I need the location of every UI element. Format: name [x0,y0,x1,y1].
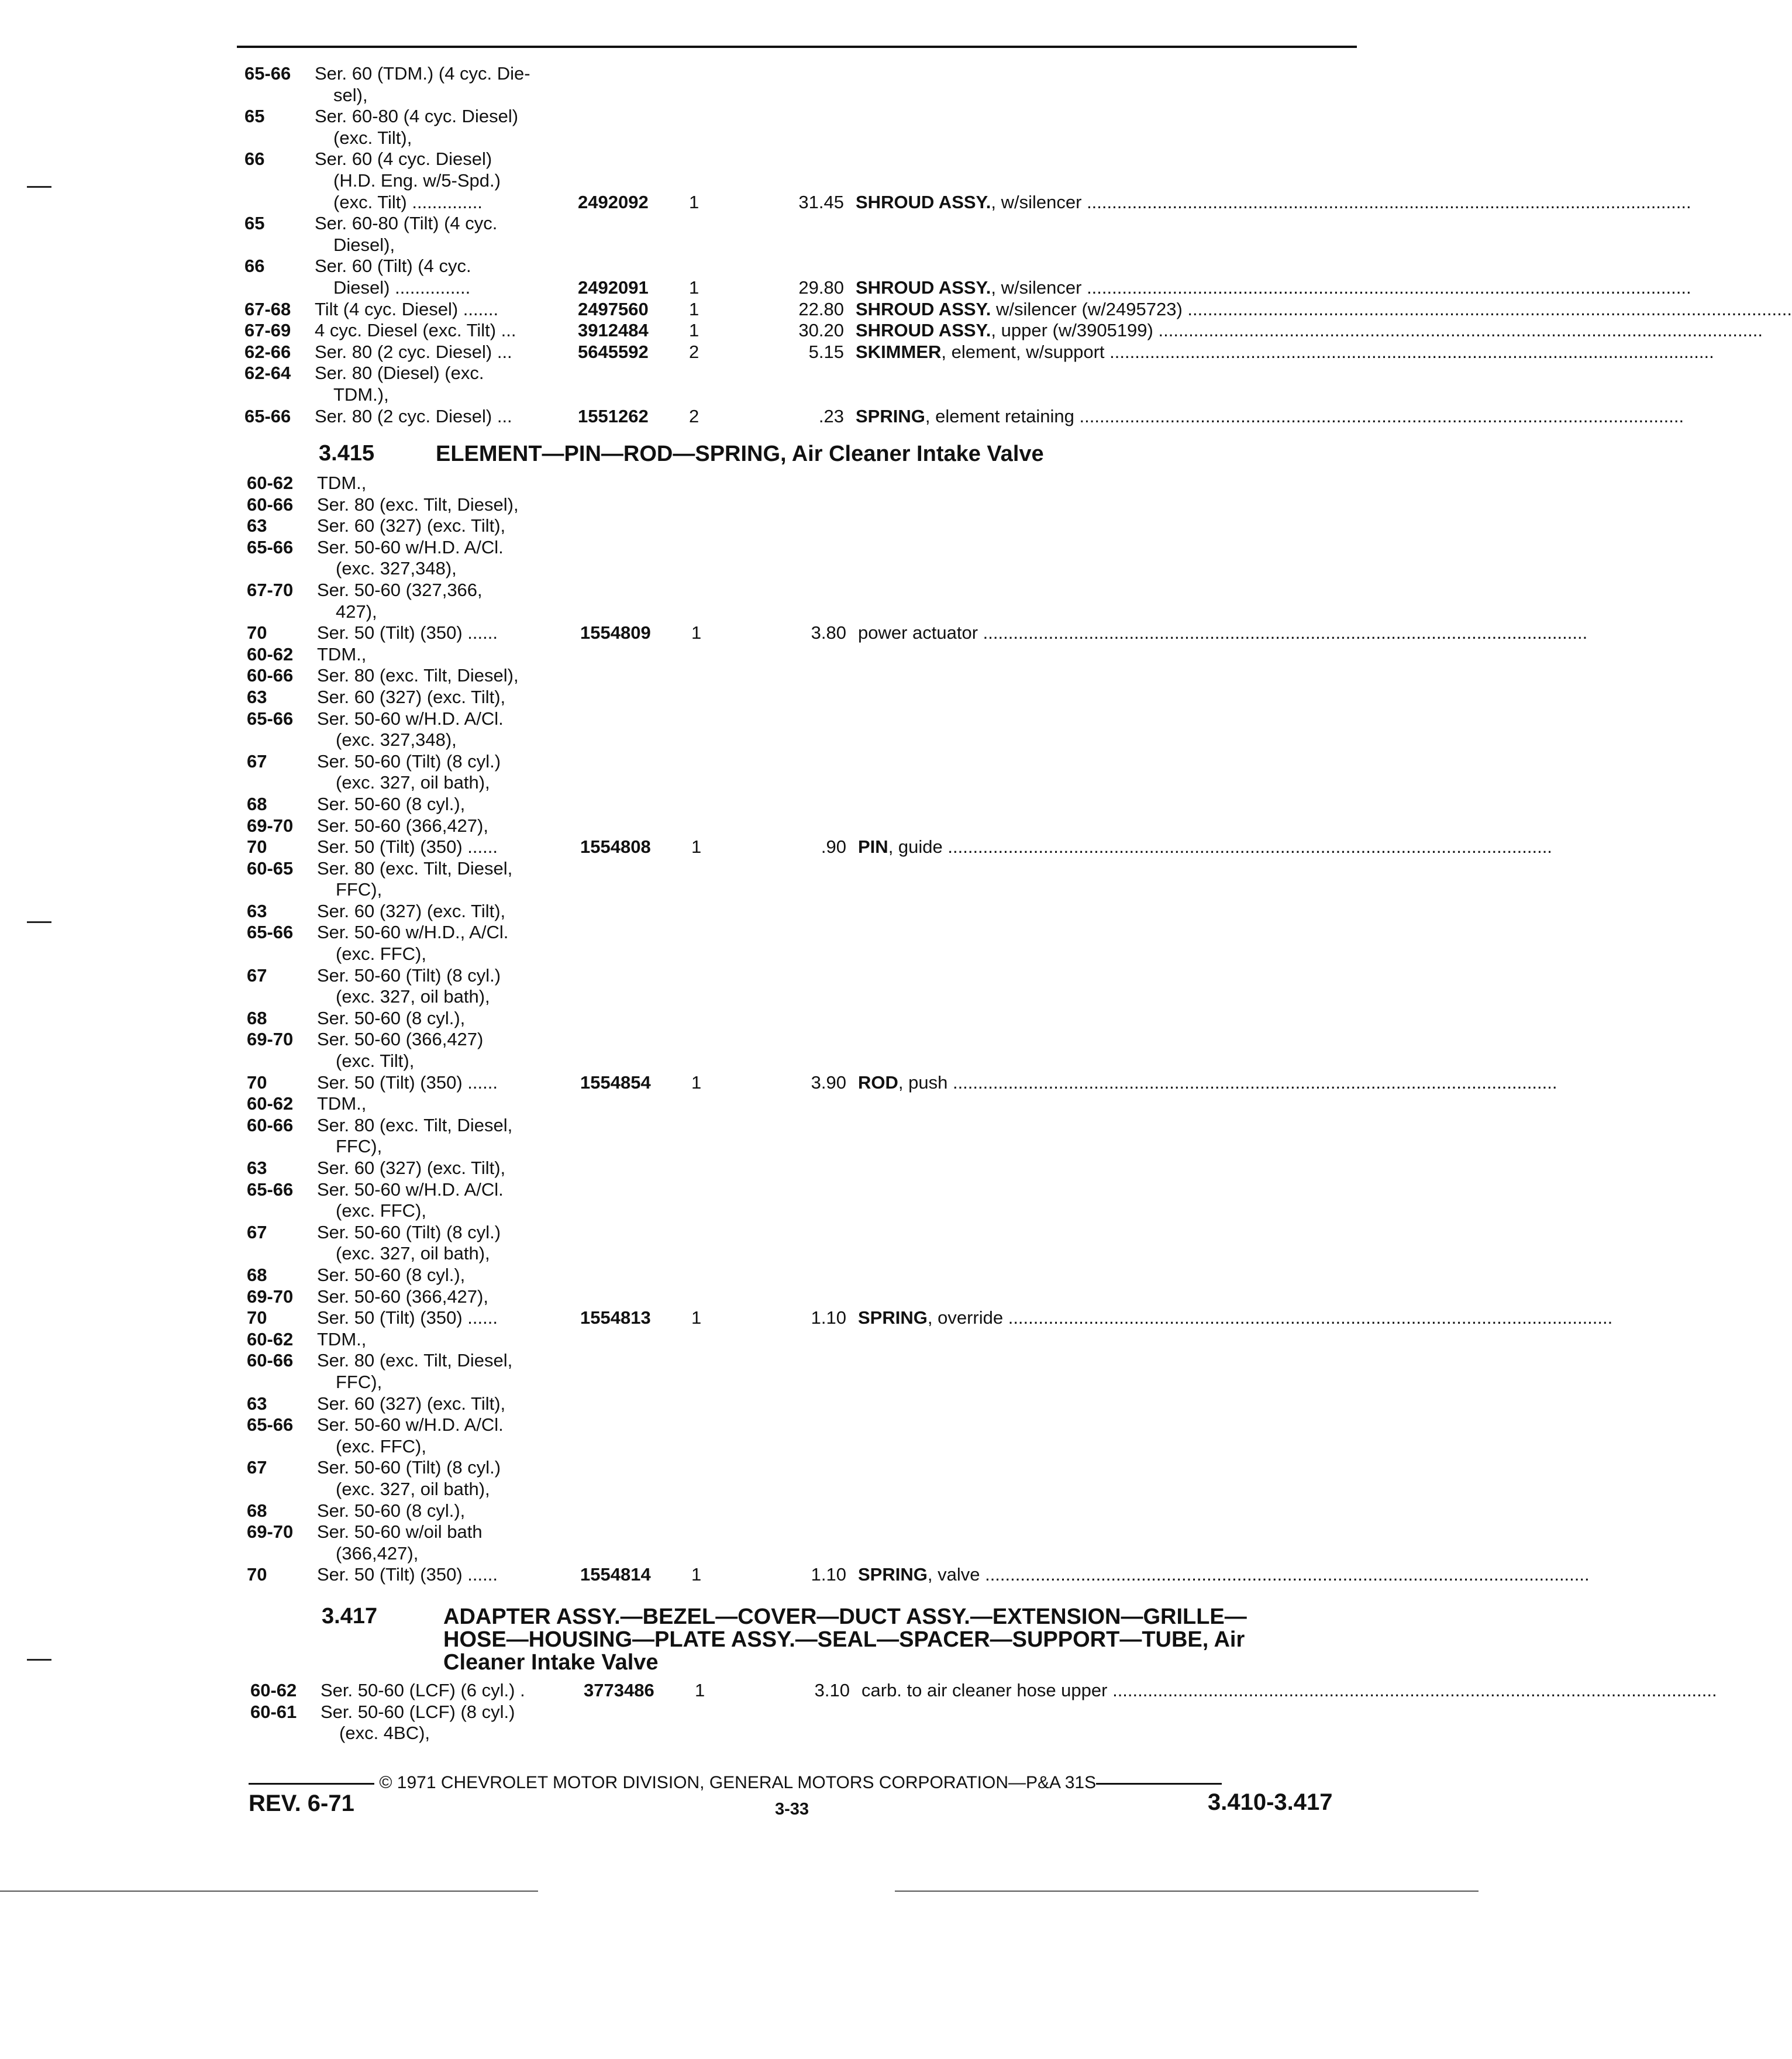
application: Ser. 80 (2 cyc. Diesel) ... [315,405,512,426]
parts-row [247,665,1361,687]
application-continued: (exc. Tilt), [333,127,412,148]
dot-leader: ........................................................................................................................ [1107,1680,1717,1700]
part-number: 1554854 [580,1072,651,1093]
dot-leader: ........................................................................................................................ [978,622,1588,643]
parts-row [247,729,1361,751]
dot-leader: ........................................................................................................................ [980,1564,1590,1585]
application: Ser. 80 (exc. Tilt, Diesel, [317,858,513,879]
application: TDM., [317,1328,367,1349]
price: 22.80 [798,298,844,319]
part-name: PIN [858,836,888,858]
application: Ser. 80 (exc. Tilt, Diesel), [317,494,519,515]
part-detail: , element, w/support [941,341,1105,362]
parts-row [247,473,1361,494]
parts-row [244,341,1714,363]
model-years: 67-70 [247,579,294,600]
parts-block-3417 [250,1680,1717,1744]
application-continued: (exc. 327, oil bath), [336,986,490,1007]
application: Tilt (4 cyc. Diesel) ....... [315,298,499,319]
parts-row [244,277,1691,299]
application: Ser. 60 (327) (exc. Tilt), [317,900,506,921]
application: Ser. 50-60 (327,366, [317,579,483,600]
section-title-line: HOSE—HOUSING—PLATE ASSY.—SEAL—SPACER—SUPPORT—TUBE, Air [443,1627,1245,1652]
price: 29.80 [798,277,844,298]
section-title [443,1606,1362,1674]
application: Ser. 50-60 (LCF) (6 cyl.) . [321,1680,525,1700]
part-name: SPRING [858,1307,928,1328]
application: Ser. 50 (Tilt) (350) ...... [317,1564,498,1585]
application: Ser. 60 (327) (exc. Tilt), [317,1158,506,1178]
application: Ser. 60-80 (Tilt) (4 cyc. [315,213,498,234]
application-continued: FFC), [336,879,382,900]
parts-row [247,580,1361,601]
parts-row [247,1265,1361,1286]
application-continued: (exc. 327, oil bath), [336,772,490,793]
application: Ser. 50-60 (366,427), [317,815,488,836]
parts-row [247,1115,1361,1137]
price: 31.45 [798,191,844,212]
part-number: 2497560 [578,298,649,319]
application-continued: FFC), [336,1136,382,1157]
part-number: 3773486 [584,1680,654,1700]
dot-leader: ........................................................................................................................ [1104,341,1714,362]
section-number: 3.415 [319,441,375,466]
parts-row [247,1093,1361,1115]
part-detail: w/silencer (w/2495723) [991,298,1183,319]
quantity: 2 [689,405,699,426]
application-continued: TDM.), [333,384,389,405]
dot-leader: ........................................................................................................................ [1182,298,1792,319]
application-continued: Diesel) ............... [333,277,471,298]
part-description [856,277,1691,299]
application: Ser. 80 (2 cyc. Diesel) ... [315,341,512,362]
parts-row [244,298,1792,321]
application-continued: (exc. FFC), [336,944,426,965]
model-years: 60-62 [247,643,294,664]
application-continued: FFC), [336,1371,382,1392]
model-years: 65-66 [244,405,291,426]
part-description [856,341,1714,363]
application: Ser. 50 (Tilt) (350) ...... [317,1072,498,1093]
application-continued: (H.D. Eng. w/5-Spd.) [333,170,501,191]
parts-row [247,1329,1361,1351]
parts-row [244,363,1359,384]
part-description [856,191,1691,214]
footer-rule [1096,1783,1222,1785]
application: Ser. 50-60 w/H.D. A/Cl. [317,708,504,729]
part-detail: , element retaining [925,405,1074,426]
application-continued: (exc. FFC), [336,1200,426,1221]
part-name: SHROUD ASSY. [856,277,991,298]
parts-block-3415 [247,473,1613,1586]
model-years: 60-62 [247,473,294,493]
application-continued: (exc. 4BC), [339,1723,430,1744]
model-years: 69-70 [247,1286,294,1307]
price: 5.15 [808,341,844,362]
parts-row [250,1723,1362,1744]
part-description [858,836,1552,858]
revision-label: REV. 6-71 [249,1791,354,1816]
part-description [858,1072,1557,1094]
parts-row [244,213,1359,235]
model-years: 67-69 [244,320,291,341]
parts-row [244,191,1691,214]
parts-row [247,1393,1361,1415]
parts-block-3410 [244,63,1792,427]
top-rule [237,46,1357,48]
part-description [856,320,1763,342]
parts-row [247,965,1361,987]
quantity: 1 [691,1307,702,1328]
part-number: 1554808 [580,836,651,858]
model-years: 70 [247,1564,267,1585]
parts-row [247,1564,1590,1586]
application-continued: sel), [333,84,368,105]
part-description [858,622,1588,644]
model-years: 65-66 [247,708,294,729]
parts-row [247,794,1361,815]
model-years: 67 [247,1221,267,1242]
quantity: 1 [691,622,702,643]
application-continued: (exc. Tilt) .............. [333,191,483,212]
application: Ser. 60-80 (4 cyc. Diesel) [315,106,519,127]
parts-row [250,1680,1717,1702]
part-name: SPRING [856,405,925,426]
model-years: 67-68 [244,298,291,319]
quantity: 1 [695,1680,705,1700]
part-name: ROD [858,1072,898,1093]
application: Ser. 50-60 (8 cyl.), [317,1264,466,1285]
part-detail: , upper (w/3905199) [991,320,1153,341]
parts-row [247,644,1361,666]
parts-row [247,1479,1361,1500]
model-years: 60-62 [247,1093,294,1114]
part-name: SHROUD ASSY. [856,298,991,319]
application: Ser. 80 (exc. Tilt, Diesel), [317,665,519,686]
section-number: 3.417 [322,1604,378,1628]
model-years: 70 [247,622,267,643]
part-detail: , w/silencer [991,191,1082,212]
part-detail: , w/silencer [991,277,1082,298]
application: Ser. 60 (TDM.) (4 cyc. Die- [315,63,530,84]
application: Ser. 60 (4 cyc. Diesel) [315,149,492,170]
application-continued: (exc. 327, oil bath), [336,1478,490,1499]
part-detail: power actuator [858,622,978,643]
model-years: 69-70 [247,815,294,836]
model-years: 60-66 [247,1114,294,1135]
model-years: 67 [247,965,267,986]
application-continued: (exc. FFC), [336,1435,426,1457]
model-years: 60-66 [247,1350,294,1371]
dot-leader: ........................................................................................................................ [947,1072,1557,1093]
model-years: 63 [247,1393,267,1414]
parts-row [247,944,1361,965]
part-name: SPRING [858,1564,928,1585]
parts-row [247,622,1588,644]
parts-row [244,128,1359,149]
part-detail: , push [898,1072,948,1093]
parts-row [244,63,1359,85]
model-years: 68 [247,1264,267,1285]
price: 3.10 [814,1680,850,1700]
quantity: 1 [689,277,699,298]
parts-row [244,170,1359,192]
dot-leader: ........................................................................................................................ [1153,320,1763,341]
parts-row [247,815,1361,837]
footer-copyright-line [249,1772,1354,1794]
scan-artifact-line [0,1891,538,1892]
parts-row [247,1136,1361,1158]
application: Ser. 60 (327) (exc. Tilt), [317,1393,506,1414]
application: Ser. 50-60 (Tilt) (8 cyl.) [317,965,501,986]
parts-row [244,106,1359,128]
part-detail: , valve [927,1564,980,1585]
price: 3.80 [811,622,846,643]
model-years: 63 [247,686,267,707]
parts-row [247,1436,1361,1458]
dot-leader: ........................................................................................................................ [1074,405,1684,426]
dot-leader: ........................................................................................................................ [1081,277,1691,298]
parts-row [244,149,1359,170]
application: Ser. 50 (Tilt) (350) ...... [317,836,498,858]
model-years: 62-66 [244,341,291,362]
part-number: 1551262 [578,405,649,426]
model-years: 65-66 [247,922,294,943]
application: Ser. 50-60 w/H.D. A/Cl. [317,536,504,557]
model-years: 62-64 [244,363,291,384]
parts-row [247,1072,1557,1094]
model-years: 70 [247,1072,267,1093]
application-continued: (exc. 327,348), [336,558,457,579]
application: Ser. 50-60 (8 cyl.), [317,1500,466,1521]
model-years: 63 [247,515,267,536]
application: Ser. 50-60 (Tilt) (8 cyl.) [317,1457,501,1478]
page-number: 3-33 [775,1800,809,1819]
dot-leader: ........................................................................................................................ [1081,191,1691,212]
parts-row [247,879,1361,901]
model-years: 65-66 [244,63,291,84]
part-number: 2492092 [578,191,649,212]
model-years: 69-70 [247,1521,294,1542]
application: TDM., [317,1093,367,1114]
dot-leader: ........................................................................................................................ [1003,1307,1613,1328]
application: Ser. 50-60 (Tilt) (8 cyl.) [317,1221,501,1242]
parts-row [247,1200,1361,1222]
application: 4 cyc. Diesel (exc. Tilt) ... [315,320,516,341]
model-years: 60-66 [247,494,294,515]
application: Ser. 80 (exc. Tilt, Diesel, [317,1114,513,1135]
application-continued: Diesel), [333,234,395,255]
application: Ser. 50-60 (LCF) (8 cyl.) [321,1701,515,1722]
model-years: 68 [247,1500,267,1521]
parts-row [247,515,1361,537]
parts-row [244,235,1359,256]
parts-row [247,494,1361,516]
part-number: 3912484 [578,320,649,341]
model-years: 63 [247,900,267,921]
application: Ser. 50-60 (Tilt) (8 cyl.) [317,750,501,772]
model-years: 65-66 [247,536,294,557]
model-years: 70 [247,836,267,858]
parts-row [244,384,1359,406]
parts-row [247,687,1361,708]
application-continued: 427), [336,601,377,622]
quantity: 1 [689,298,699,319]
model-years: 68 [247,1007,267,1028]
part-detail: carb. to air cleaner hose upper [861,1680,1108,1700]
part-number: 2492091 [578,277,649,298]
margin-mark [27,1659,51,1661]
part-description [856,405,1684,428]
application-continued: (exc. Tilt), [336,1051,415,1072]
parts-row [247,836,1552,858]
parts-row [244,405,1684,428]
footer-copyright: © 1971 CHEVROLET MOTOR DIVISION, GENERAL MOTORS CORPORATION—P&A 31S [379,1773,1097,1792]
model-years: 69-70 [247,1029,294,1050]
part-detail: , guide [888,836,943,858]
section-title: ELEMENT—PIN—ROD—SPRING, Air Cleaner Intake Valve [436,442,1044,466]
model-years: 60-62 [250,1680,297,1700]
parts-row [247,1543,1361,1565]
parts-row [247,922,1361,944]
part-name: SKIMMER [856,341,942,362]
dot-leader: ........................................................................................................................ [942,836,1552,858]
part-description [861,1680,1717,1702]
parts-row [247,1158,1361,1179]
application: Ser. 50 (Tilt) (350) ...... [317,1307,498,1328]
price: 30.20 [798,320,844,341]
parts-row [247,1243,1361,1265]
application: Ser. 50-60 (366,427), [317,1286,488,1307]
parts-row [247,708,1361,730]
part-number: 1554809 [580,622,651,643]
parts-row [247,1414,1361,1436]
parts-row [247,858,1361,880]
scan-artifact-line [895,1891,1479,1892]
section-title-line: ADAPTER ASSY.—BEZEL—COVER—DUCT ASSY.—EXTENSION—GRILLE— [443,1604,1247,1629]
application-continued: (exc. 327, oil bath), [336,1243,490,1264]
section-range: 3.410-3.417 [1208,1789,1333,1815]
footer-rule [249,1783,374,1785]
parts-row [247,901,1361,922]
application-continued: (exc. 327,348), [336,729,457,750]
application: Ser. 60 (327) (exc. Tilt), [317,515,506,536]
parts-row [244,256,1359,277]
parts-row [247,1521,1361,1543]
quantity: 2 [689,341,699,362]
model-years: 70 [247,1307,267,1328]
part-number: 1554814 [580,1564,651,1585]
parts-row [247,1307,1613,1329]
part-name: SHROUD ASSY. [856,191,991,212]
parts-row [247,1222,1361,1244]
quantity: 1 [691,1564,702,1585]
parts-row [247,558,1361,580]
parts-row [247,1051,1361,1072]
part-number: 5645592 [578,341,649,362]
parts-row [247,986,1361,1008]
parts-row [247,1179,1361,1201]
parts-row [247,1500,1361,1522]
application: Ser. 50 (Tilt) (350) ...... [317,622,498,643]
application: Ser. 60 (327) (exc. Tilt), [317,686,506,707]
model-years: 67 [247,1457,267,1478]
price: 3.90 [811,1072,846,1093]
parts-row [247,1372,1361,1393]
model-years: 65 [244,106,265,127]
application: Ser. 50-60 (8 cyl.), [317,1007,466,1028]
model-years: 63 [247,1158,267,1178]
application: Ser. 60 (Tilt) (4 cyc. [315,256,471,277]
parts-row [247,537,1361,559]
price: 1.10 [811,1307,846,1328]
parts-row [247,1457,1361,1479]
part-description [858,1564,1590,1586]
application: TDM., [317,473,367,493]
application: Ser. 50-60 (8 cyl.), [317,793,466,814]
parts-row [247,1286,1361,1308]
part-description [856,298,1792,321]
model-years: 65 [244,213,265,234]
parts-row [244,320,1763,342]
part-number: 1554813 [580,1307,651,1328]
parts-row [250,1702,1362,1723]
model-years: 60-61 [250,1701,297,1722]
price: .23 [818,405,844,426]
margin-mark [27,186,51,188]
parts-row [247,1350,1361,1372]
parts-row [247,1029,1361,1051]
part-detail: , override [927,1307,1004,1328]
application: Ser. 80 (Diesel) (exc. [315,363,484,384]
parts-row [244,85,1359,106]
quantity: 1 [691,1072,702,1093]
model-years: 67 [247,750,267,772]
parts-row [247,772,1361,794]
model-years: 65-66 [247,1414,294,1435]
price: 1.10 [811,1564,846,1585]
application: Ser. 50-60 w/oil bath [317,1521,483,1542]
application: Ser. 80 (exc. Tilt, Diesel, [317,1350,513,1371]
model-years: 68 [247,793,267,814]
application: Ser. 50-60 (366,427) [317,1029,484,1050]
application: Ser. 50-60 w/H.D. A/Cl. [317,1179,504,1200]
application: TDM., [317,643,367,664]
price: .90 [821,836,846,858]
model-years: 60-66 [247,665,294,686]
model-years: 60-65 [247,858,294,879]
model-years: 66 [244,149,265,170]
parts-row [247,751,1361,773]
quantity: 1 [689,320,699,341]
margin-mark [27,921,51,923]
quantity: 1 [691,836,702,858]
part-name: SHROUD ASSY. [856,320,991,341]
model-years: 65-66 [247,1179,294,1200]
application: Ser. 50-60 w/H.D., A/Cl. [317,922,509,943]
section-title-line: Cleaner Intake Valve [443,1650,659,1675]
quantity: 1 [689,191,699,212]
part-description [858,1307,1613,1329]
parts-row [247,601,1361,623]
application: Ser. 50-60 w/H.D. A/Cl. [317,1414,504,1435]
parts-row [247,1008,1361,1030]
model-years: 60-62 [247,1328,294,1349]
application-continued: (366,427), [336,1542,419,1564]
model-years: 66 [244,256,265,277]
